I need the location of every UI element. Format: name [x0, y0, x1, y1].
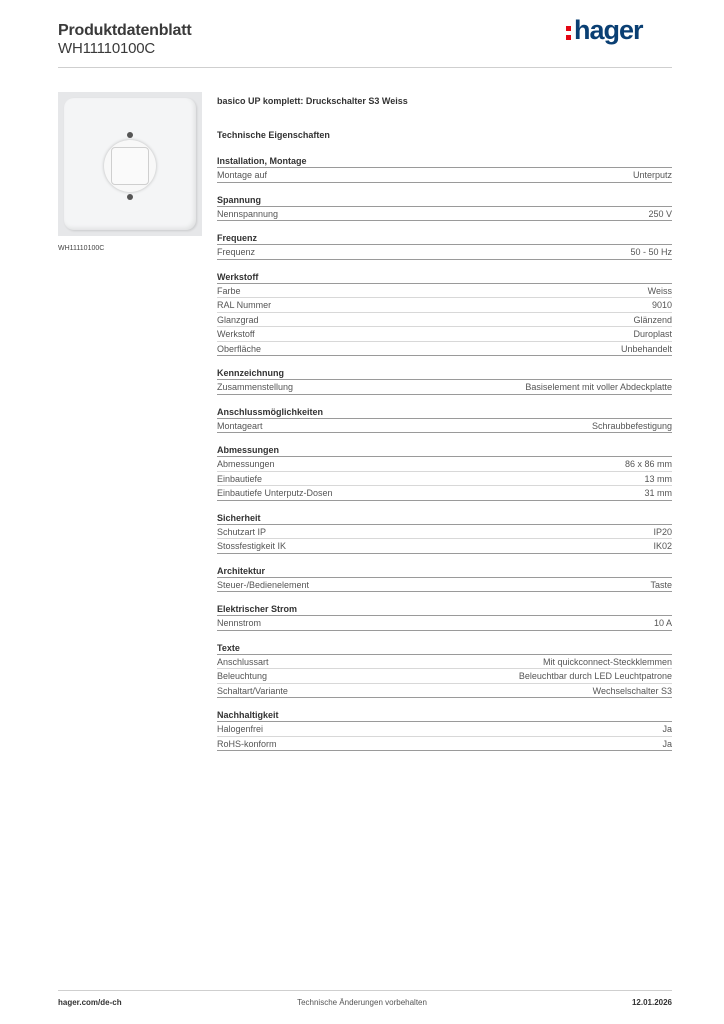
spec-value: Weiss [647, 285, 672, 296]
product-name: basico UP komplett: Druckschalter S3 Weiss [217, 96, 408, 106]
spec-row [217, 419, 672, 434]
spec-section [217, 709, 672, 751]
spec-label: Frequenz [217, 247, 256, 257]
section-title: Texte [217, 642, 672, 655]
spec-row [217, 457, 672, 472]
spec-row [217, 684, 672, 699]
spec-label: Schaltart/Variante [217, 685, 288, 696]
spec-section [217, 565, 672, 593]
spec-value: Taste [650, 579, 672, 590]
spec-label: Steuer-/Bedienelement [217, 579, 310, 590]
spec-label: Oberfläche [217, 343, 262, 354]
spec-row [217, 245, 672, 260]
spec-label: Werkstoff [217, 329, 255, 339]
image-caption: WH11110100C [58, 245, 105, 252]
spec-label: RoHS-konform [217, 738, 277, 749]
spec-section [217, 232, 672, 260]
section-title: Elektrischer Strom [217, 603, 672, 616]
section-title: Architektur [217, 565, 672, 578]
spec-section [217, 642, 672, 699]
spec-label: Anschlussart [217, 656, 269, 667]
spec-label: Nennstrom [217, 618, 262, 628]
footer-divider [58, 990, 672, 991]
logo-text: hager [574, 15, 643, 45]
section-title: Frequenz [217, 232, 672, 245]
section-title: Spannung [217, 194, 672, 207]
spec-section [217, 512, 672, 554]
spec-row [217, 737, 672, 752]
spec-value: Basiselement mit voller Abdeckplatte [525, 382, 672, 392]
spec-label: Montage auf [217, 170, 268, 180]
spec-value: Glänzend [633, 314, 672, 325]
screw-icon [127, 132, 133, 138]
switch-rocker [111, 147, 149, 185]
spec-section [217, 367, 672, 395]
section-title: Anschlussmöglichkeiten [217, 406, 672, 419]
spec-label: Nennspannung [217, 208, 279, 219]
spec-row [217, 342, 672, 357]
spec-value: Unbehandelt [620, 343, 672, 354]
spec-label: Montageart [217, 420, 263, 431]
spec-row [217, 284, 672, 299]
spec-table [217, 155, 672, 762]
section-title: Installation, Montage [217, 155, 672, 168]
spec-value: Mit quickconnect-Steckklemmen [542, 656, 672, 667]
spec-label: Schutzart IP [217, 526, 267, 537]
spec-row [217, 207, 672, 222]
spec-row [217, 722, 672, 737]
spec-value: 50 - 50 Hz [630, 247, 672, 257]
spec-label: Glanzgrad [217, 314, 259, 325]
footer-notice: Technische Änderungen vorbehalten [297, 998, 427, 1007]
spec-value: Schraubbefestigung [591, 420, 672, 431]
spec-row [217, 669, 672, 684]
spec-label: Abmessungen [217, 459, 275, 469]
spec-section [217, 406, 672, 434]
spec-value: Ja [662, 724, 672, 734]
spec-row [217, 380, 672, 395]
spec-value: 250 V [648, 208, 672, 219]
spec-value: IP20 [653, 526, 672, 537]
footer-date: 12.01.2026 [631, 998, 672, 1007]
section-title: Sicherheit [217, 512, 672, 525]
spec-label: Beleuchtung [217, 671, 268, 681]
section-title: Kennzeichnung [217, 367, 672, 380]
spec-section [217, 603, 672, 631]
spec-row [217, 298, 672, 313]
spec-row [217, 168, 672, 183]
spec-value: IK02 [653, 541, 672, 551]
spec-value: Ja [662, 738, 672, 749]
spec-row [217, 539, 672, 554]
section-title: Nachhaltigkeit [217, 709, 672, 722]
spec-value: 86 x 86 mm [624, 459, 672, 469]
spec-value: 10 A [653, 618, 672, 628]
screw-icon [127, 194, 133, 200]
section-title: Werkstoff [217, 271, 672, 284]
spec-row [217, 313, 672, 328]
spec-label: Stossfestigkeit IK [217, 541, 287, 551]
spec-value: Duroplast [633, 329, 672, 339]
spec-row [217, 486, 672, 501]
spec-value: Wechselschalter S3 [592, 685, 672, 696]
spec-label: Halogenfrei [217, 724, 264, 734]
spec-label: Einbautiefe Unterputz-Dosen [217, 488, 333, 498]
spec-value: Unterputz [632, 170, 672, 180]
spec-value: 13 mm [644, 473, 672, 484]
spec-section [217, 194, 672, 222]
spec-value: 31 mm [644, 488, 672, 498]
spec-label: Farbe [217, 285, 241, 296]
article-number: WH11110100C [58, 40, 156, 57]
page-title: Produktdatenblatt [58, 22, 192, 39]
logo-dots-icon [566, 22, 572, 42]
spec-row [217, 578, 672, 593]
footer-website[interactable]: hager.com/de-ch [58, 998, 122, 1007]
spec-row [217, 525, 672, 540]
tech-heading: Technische Eigenschaften [217, 130, 330, 140]
spec-row [217, 327, 672, 342]
spec-label: RAL Nummer [217, 300, 272, 310]
spec-section [217, 271, 672, 357]
section-title: Abmessungen [217, 444, 672, 457]
hager-logo [566, 17, 643, 44]
spec-value: Beleuchtbar durch LED Leuchtpatrone [518, 671, 672, 681]
switch-plate [64, 98, 196, 230]
spec-label: Einbautiefe [217, 473, 263, 484]
spec-row [217, 472, 672, 487]
spec-row [217, 655, 672, 670]
spec-section [217, 444, 672, 501]
product-image [58, 92, 202, 236]
spec-row [217, 616, 672, 631]
spec-label: Zusammenstellung [217, 382, 294, 392]
spec-value: 9010 [651, 300, 672, 310]
spec-section [217, 155, 672, 183]
header-divider [58, 67, 672, 68]
